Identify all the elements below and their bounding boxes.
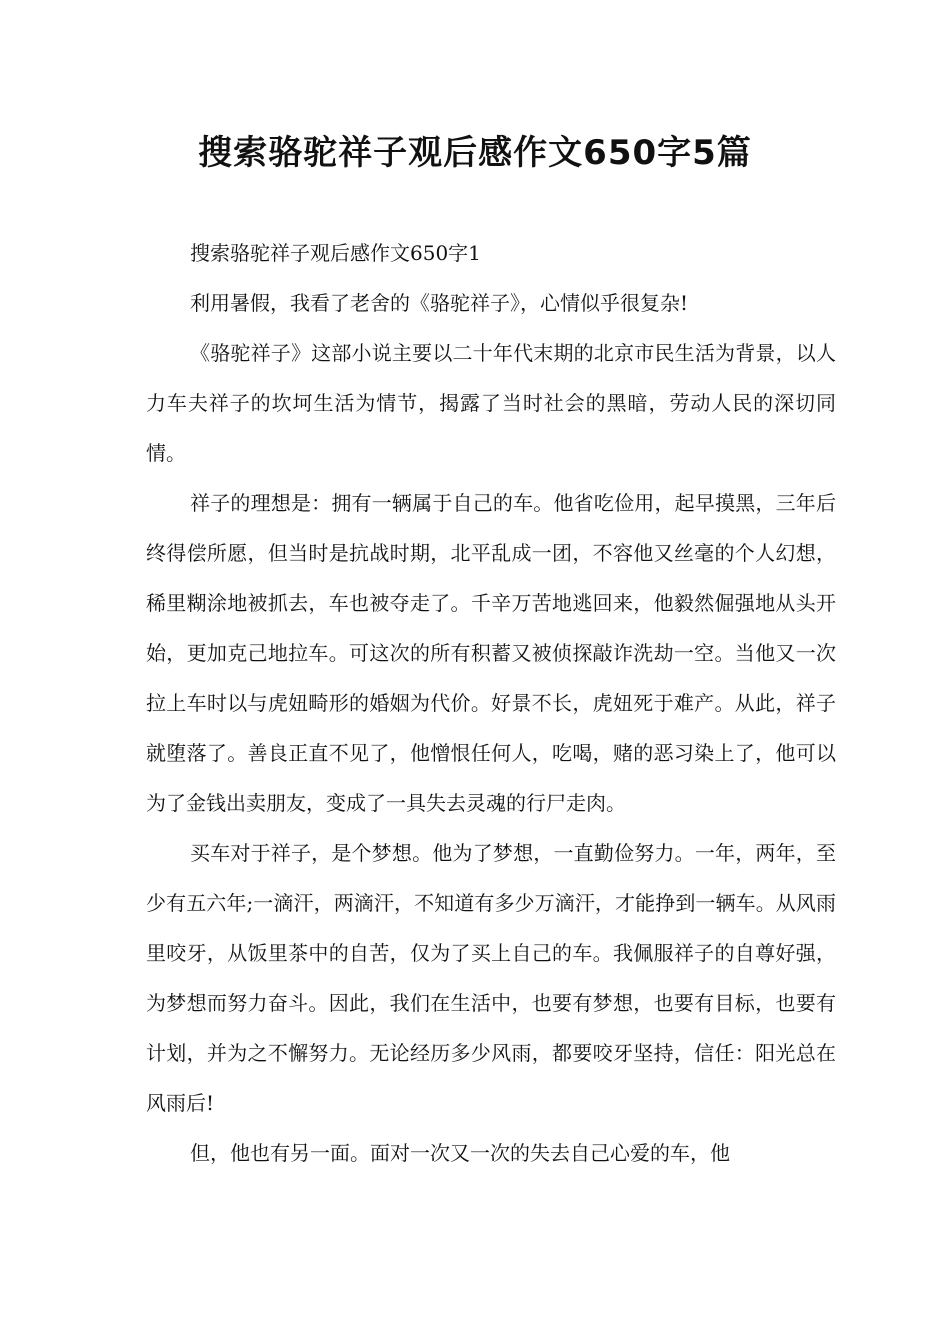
paragraph-5: 但，他也有另一面。面对一次又一次的失去自己心爱的车，他 xyxy=(190,1141,730,1165)
paragraph-1: 利用暑假，我看了老舍的《骆驼祥子》，心情似乎很复杂! xyxy=(190,291,689,315)
document-body xyxy=(146,228,836,1178)
document-title: 搜索骆驼祥子观后感作文650字5篇 xyxy=(198,133,752,173)
paragraph-2: 《骆驼祥子》这部小说主要以二十年代末期的北京市民生活为背景，以人力车夫祥子的坎坷生活为情节，揭露了当时社会的黑暗，劳动人民的深切同情。 xyxy=(146,341,836,465)
paragraph-3: 祥子的理想是：拥有一辆属于自己的车。他省吃俭用，起早摸黑，三年后终得偿所愿，但当时是抗战时期，北平乱成一团，不容他又丝毫的个人幻想，稀里糊涂地被抓去，车也被夺走了。千辛万苦地逃回来，他毅然倔强地从头开始，更加克己地拉车。可这次的所有积蓄又被侦探敲诈洗劫一空。当他又一次拉上车时以与虎妞畸形的婚姻为代价。好景不长，虎妞死于难产。从此，祥子就堕落了。善良正直不见了，他憎恨任何人，吃喝，赌的恶习染上了，他可以为了金钱出卖朋友，变成了一具失去灵魂的行尸走肉。 xyxy=(146,491,836,815)
paragraph-4: 买车对于祥子，是个梦想。他为了梦想，一直勤俭努力。一年，两年，至少有五六年;一滴汗，两滴汗，不知道有多少万滴汗，才能挣到一辆车。从风雨里咬牙，从饭里茶中的自苦，仅为了买上自己的车。我佩服祥子的自尊好强，为梦想而努力奋斗。因此，我们在生活中，也要有梦想，也要有目标，也要有计划，并为之不懈努力。无论经历多少风雨，都要咬牙坚持，信任：阳光总在风雨后! xyxy=(146,841,836,1115)
essay-subtitle: 搜索骆驼祥子观后感作文650字1 xyxy=(190,241,481,265)
